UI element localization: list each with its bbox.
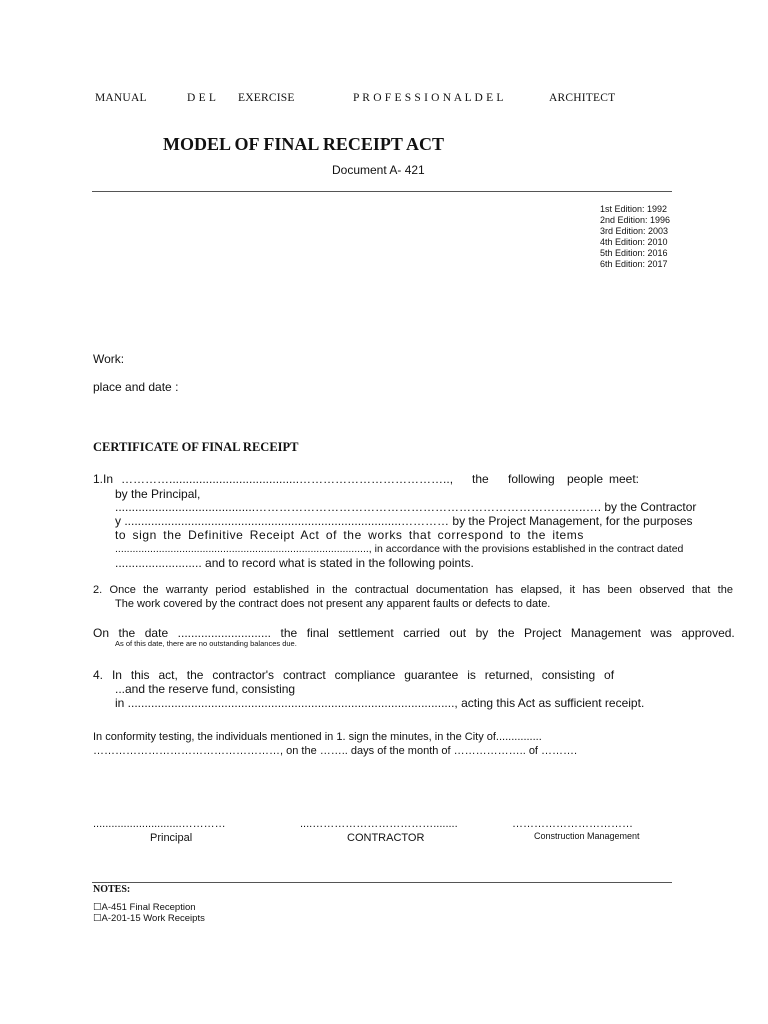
point1-contract: ......................................................................................., in accordance with the provisions established in the contract dated bbox=[115, 543, 684, 555]
signature-line-principal: .............................………… bbox=[93, 818, 226, 830]
place-date-label: place and date : bbox=[93, 380, 179, 394]
point1-items: to sign the Definitive Receipt Act of the works that correspond to the items bbox=[115, 528, 584, 542]
header-architect: ARCHITECT bbox=[549, 92, 616, 104]
document-title: MODEL OF FINAL RECEIPT ACT bbox=[163, 134, 445, 154]
signature-principal-label: Principal bbox=[150, 832, 193, 844]
work-label: Work: bbox=[93, 352, 125, 366]
certificate-title: CERTIFICATE OF FINAL RECEIPT bbox=[93, 440, 299, 454]
notes-item: ☐A-451 Final Reception bbox=[93, 902, 196, 913]
editions-list bbox=[600, 204, 670, 270]
signature-contractor-label: CONTRACTOR bbox=[347, 832, 425, 844]
point1-dots: ………….......................................……………………………….., bbox=[121, 472, 454, 486]
header-professional: P R O F E S S I O N A L D E L bbox=[353, 92, 504, 104]
notes-title: NOTES: bbox=[93, 884, 131, 895]
header-exercise: EXERCISE bbox=[238, 92, 295, 104]
signature-line-contractor: ....……………………………........ bbox=[300, 818, 458, 830]
point3-line2: As of this date, there are no outstanding balances due. bbox=[115, 639, 297, 648]
notes-rule bbox=[92, 882, 672, 883]
point3-line1: On the date ............................ the final settlement carried out by the Project Management was approved. bbox=[93, 626, 735, 640]
top-rule bbox=[92, 191, 672, 192]
note-box-icon: ☐ bbox=[93, 902, 102, 913]
conformity-line2: ……………………………………………, on the …….. days of the month of ……………….. of ………. bbox=[93, 745, 578, 757]
point1-word: following bbox=[508, 472, 555, 486]
edition-item: 2nd Edition: 1996 bbox=[600, 215, 671, 225]
point1-principal: by the Principal, bbox=[115, 487, 201, 501]
header-del: D E L bbox=[187, 92, 217, 104]
edition-item: 3rd Edition: 2003 bbox=[600, 226, 669, 236]
point1-record: .......................... and to record what is stated in the following points. bbox=[115, 556, 474, 570]
edition-item: 6th Edition: 2017 bbox=[600, 259, 668, 269]
point2-line2: The work covered by the contract does not present any apparent faults or defects to date. bbox=[115, 598, 551, 610]
edition-item: 1st Edition: 1992 bbox=[600, 204, 668, 214]
point1-number: 1.In bbox=[93, 472, 114, 486]
point4-line1: 4. In this act, the contractor's contract compliance guarantee is returned, consisting of bbox=[93, 668, 615, 682]
point4-line2: ...and the reserve fund, consisting bbox=[115, 682, 296, 696]
note-box-icon: ☐ bbox=[93, 913, 102, 924]
edition-item: 5th Edition: 2016 bbox=[600, 248, 668, 258]
point4-line3: in .................................................................................................., acting this Act as sufficient receipt. bbox=[115, 696, 645, 710]
signature-line-management: …………………………… bbox=[512, 818, 633, 830]
signature-management-label: Construction Management bbox=[534, 831, 640, 841]
edition-item: 4th Edition: 2010 bbox=[600, 237, 668, 247]
point1-contractor: ..........................................………………………………………………………………………..…. by the Contractor bbox=[115, 500, 697, 514]
header-manual: MANUAL bbox=[95, 92, 147, 104]
point1-management: y ...................................................................................………… by the Project Management, for the purposes bbox=[115, 514, 693, 528]
point1-word: meet: bbox=[609, 472, 640, 486]
point1-word: people bbox=[567, 472, 604, 486]
conformity-line1: In conformity testing, the individuals mentioned in 1. sign the minutes, in the City of............... bbox=[93, 731, 542, 743]
document-number: Document A- 421 bbox=[332, 163, 425, 177]
point1-word: the bbox=[472, 472, 489, 486]
notes-item: ☐A-201-15 Work Receipts bbox=[93, 913, 205, 924]
point2-line1: 2. Once the warranty period established in the contractual documentation has elapsed, it has been observed that the bbox=[93, 584, 733, 596]
